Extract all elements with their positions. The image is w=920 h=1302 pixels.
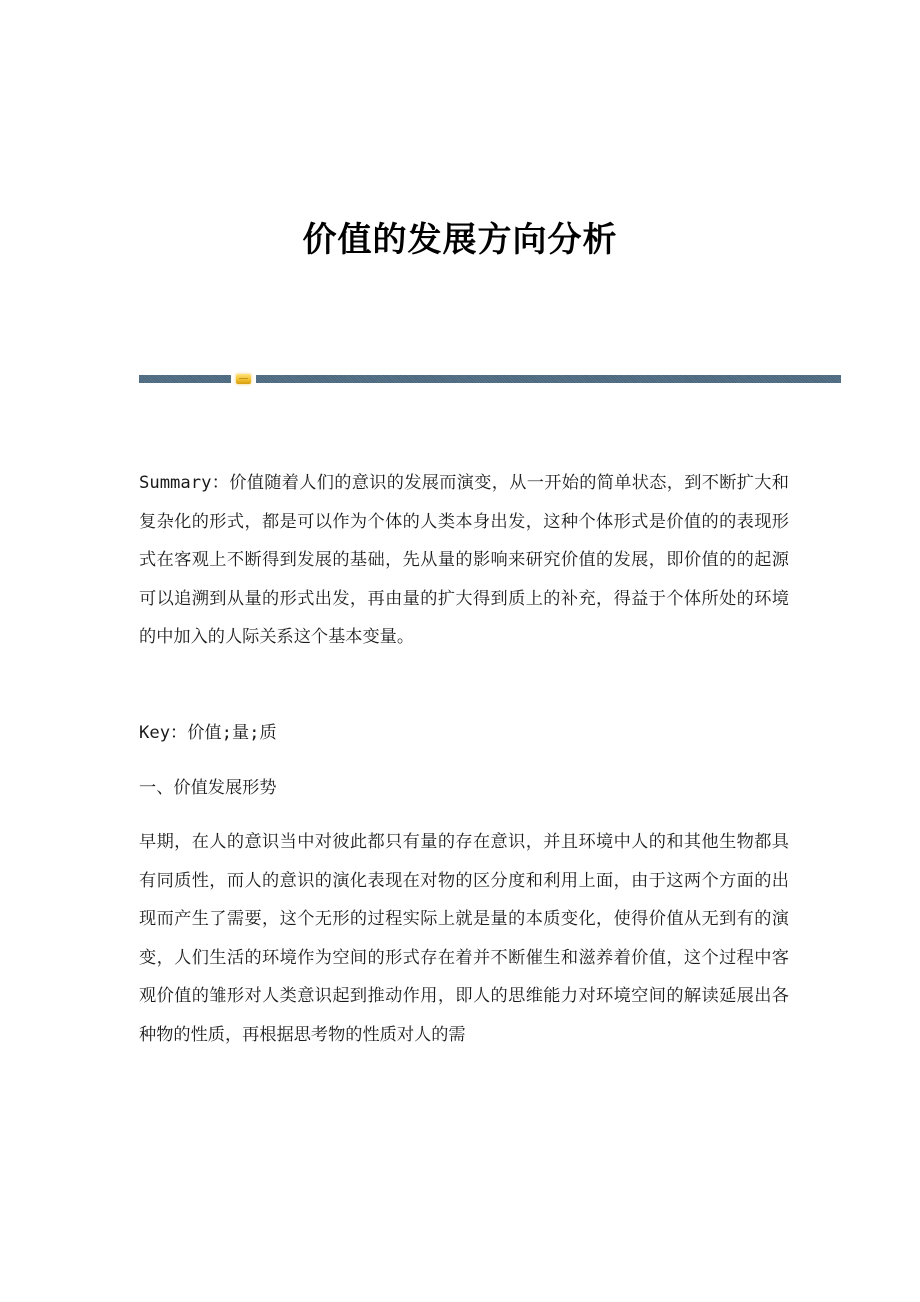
section-heading: 一、价值发展形势 (139, 778, 277, 798)
summary-text: 价值随着人们的意识的发展而演变，从一开始的简单状态，到不断扩大和复杂化的形式，都是可以作为个体的人类本身出发，这种个体形式是价值的的表现形式在客观上不断得到发展的基础，先从量的影响来研究价值的发展，即价值的的起源可以追溯到从量的形式出发，再由量的扩大得到质上的补充，得益于个体所处的环境的中加入的人际关系这个基本变量。 (139, 473, 789, 647)
summary-paragraph (139, 464, 789, 657)
divider-bar-left (139, 375, 231, 383)
keywords-text: 价值;量;质 (187, 723, 277, 743)
keywords-section (139, 714, 789, 753)
summary-section (139, 464, 789, 657)
gold-bar-ornament-icon (236, 374, 251, 384)
section-heading-block (139, 769, 789, 808)
title-divider (139, 374, 841, 384)
summary-label: Summary： (139, 473, 230, 493)
keywords-paragraph (139, 714, 789, 753)
body-section (139, 823, 789, 1054)
keywords-label: Key： (139, 723, 188, 743)
divider-bar-right (256, 375, 841, 383)
document-title: 价值的发展方向分析 (302, 220, 618, 260)
body-paragraph: 早期，在人的意识当中对彼此都只有量的存在意识，并且环境中人的和其他生物都具有同质性，而人的意识的演化表现在对物的区分度和利用上面，由于这两个方面的出现而产生了需要，这个无形的过程实际上就是量的本质变化，使得价值从无到有的演变，人们生活的环境作为空间的形式存在着并不断催生和滋养着价值，这个过程中客观价值的雏形对人类意识起到推动作用，即人的思维能力对环境空间的解读延展出各种物的性质，再根据思考物的性质对人的需 (139, 832, 789, 1045)
